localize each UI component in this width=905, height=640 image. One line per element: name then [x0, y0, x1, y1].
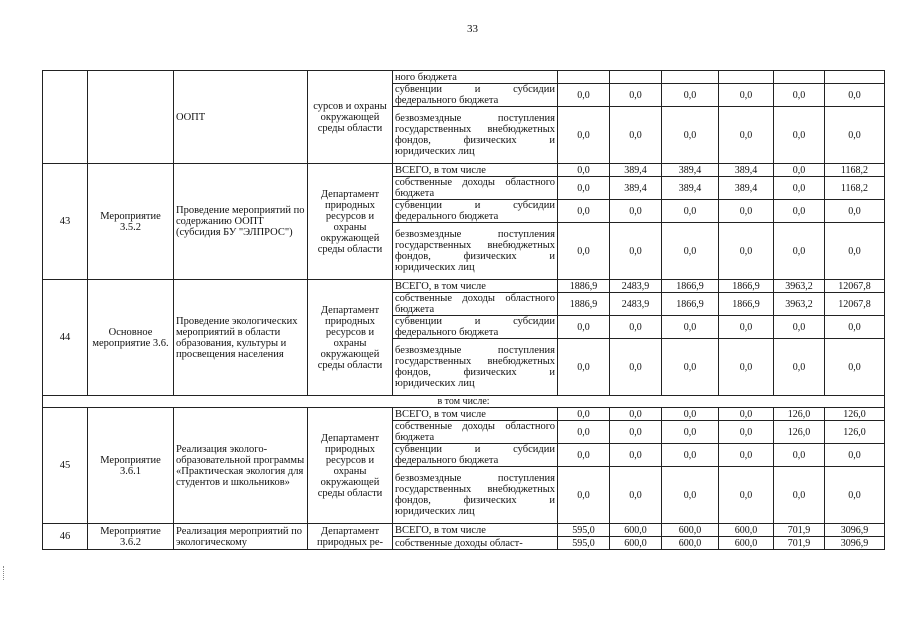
value-cell: 0,0	[774, 84, 825, 107]
value-cell: 600,0	[610, 537, 662, 550]
table-row	[43, 408, 885, 421]
value-cell: 0,0	[774, 316, 825, 339]
value-cell: 0,0	[719, 316, 774, 339]
funding-source: субвенции и субсидии федерального бюджета	[393, 316, 558, 339]
event-name: Проведение мероприятий по содержанию ООПТ (субсидия БУ "ЭЛПРОС")	[174, 164, 308, 280]
value-cell: 126,0	[825, 421, 885, 444]
value-cell: 0,0	[662, 84, 719, 107]
row-number: 44	[43, 280, 88, 396]
funding-source: собственные доходы областного бюджета	[393, 177, 558, 200]
value-cell: 0,0	[774, 339, 825, 396]
value-cell: 0,0	[825, 107, 885, 164]
executor: Департамент природных ресурсов и охраны окружающей среды области	[308, 280, 393, 396]
value-cell: 2483,9	[610, 280, 662, 293]
value-cell: 0,0	[774, 200, 825, 223]
value-cell: 1168,2	[825, 177, 885, 200]
value-cell: 0,0	[558, 107, 610, 164]
value-cell: 0,0	[774, 164, 825, 177]
value-cell: 0,0	[825, 84, 885, 107]
value-cell: 0,0	[719, 467, 774, 524]
value-cell	[662, 71, 719, 84]
budget-table	[42, 70, 885, 550]
value-cell: 0,0	[610, 200, 662, 223]
funding-source: ВСЕГО, в том числе	[393, 164, 558, 177]
funding-source: субвенции и субсидии федерального бюджета	[393, 444, 558, 467]
value-cell: 0,0	[610, 84, 662, 107]
value-cell: 595,0	[558, 537, 610, 550]
row-number: 43	[43, 164, 88, 280]
value-cell: 0,0	[825, 223, 885, 280]
value-cell: 0,0	[610, 444, 662, 467]
value-cell: 0,0	[825, 200, 885, 223]
event-type: Основное мероприятие 3.6.	[88, 280, 174, 396]
value-cell: 0,0	[774, 444, 825, 467]
funding-source: ВСЕГО, в том числе	[393, 524, 558, 537]
value-cell: 126,0	[774, 408, 825, 421]
value-cell: 0,0	[774, 467, 825, 524]
value-cell: 0,0	[774, 223, 825, 280]
value-cell: 12067,8	[825, 280, 885, 293]
event-name: ООПТ	[174, 71, 308, 164]
in-that-number-label: в том числе:	[43, 396, 885, 408]
funding-source: собственные доходы областного бюджета	[393, 293, 558, 316]
value-cell: 0,0	[719, 339, 774, 396]
value-cell	[610, 71, 662, 84]
event-type: Мероприятие 3.5.2	[88, 164, 174, 280]
executor: сурсов и охраны окружающей среды области	[308, 71, 393, 164]
value-cell: 0,0	[719, 107, 774, 164]
value-cell: 0,0	[774, 107, 825, 164]
value-cell: 0,0	[610, 339, 662, 396]
table-row	[43, 71, 885, 84]
value-cell: 389,4	[719, 164, 774, 177]
value-cell: 0,0	[610, 107, 662, 164]
value-cell: 0,0	[662, 467, 719, 524]
value-cell: 0,0	[719, 408, 774, 421]
funding-source: ВСЕГО, в том числе	[393, 408, 558, 421]
funding-source: безвозмездные поступления государственных внебюджетных фондов, физических и юридических лиц	[393, 467, 558, 524]
value-cell: 0,0	[610, 421, 662, 444]
value-cell: 1866,9	[662, 280, 719, 293]
value-cell	[719, 71, 774, 84]
value-cell: 0,0	[558, 339, 610, 396]
funding-source: ного бюджета	[393, 71, 558, 84]
executor: Департамент природных ресурсов и охраны окружающей среды области	[308, 164, 393, 280]
value-cell: 701,9	[774, 524, 825, 537]
value-cell: 1866,9	[719, 293, 774, 316]
value-cell: 0,0	[719, 444, 774, 467]
value-cell: 0,0	[558, 421, 610, 444]
value-cell: 600,0	[719, 524, 774, 537]
event-name: Реализация мероприятий по экологическому	[174, 524, 308, 550]
table-row	[43, 164, 885, 177]
row-number: 46	[43, 524, 88, 550]
value-cell: 701,9	[774, 537, 825, 550]
funding-source: собственные доходы областного бюджета	[393, 421, 558, 444]
value-cell: 0,0	[558, 200, 610, 223]
value-cell: 0,0	[719, 84, 774, 107]
funding-source: безвозмездные поступления государственных внебюджетных фондов, физических и юридических лиц	[393, 339, 558, 396]
value-cell: 0,0	[610, 467, 662, 524]
value-cell	[558, 71, 610, 84]
funding-source: безвозмездные поступления государственных внебюджетных фондов, физических и юридических лиц	[393, 107, 558, 164]
event-type: Мероприятие 3.6.1	[88, 408, 174, 524]
value-cell: 0,0	[558, 467, 610, 524]
value-cell	[774, 71, 825, 84]
value-cell: 0,0	[662, 223, 719, 280]
funding-source: ВСЕГО, в том числе	[393, 280, 558, 293]
value-cell: 0,0	[558, 408, 610, 421]
funding-source: безвозмездные поступления государственных внебюджетных фондов, физических и юридических лиц	[393, 223, 558, 280]
value-cell: 600,0	[662, 524, 719, 537]
funding-source: субвенции и субсидии федерального бюджета	[393, 200, 558, 223]
value-cell: 0,0	[774, 177, 825, 200]
value-cell: 389,4	[662, 164, 719, 177]
row-number: 45	[43, 408, 88, 524]
value-cell: 1886,9	[558, 293, 610, 316]
executor: Департамент природных ре-	[308, 524, 393, 550]
value-cell: 1168,2	[825, 164, 885, 177]
value-cell: 0,0	[610, 408, 662, 421]
value-cell: 595,0	[558, 524, 610, 537]
value-cell: 600,0	[610, 524, 662, 537]
value-cell: 0,0	[825, 467, 885, 524]
funding-source: собственные доходы област-	[393, 537, 558, 550]
value-cell: 0,0	[825, 444, 885, 467]
row-number	[43, 71, 88, 164]
value-cell: 0,0	[662, 316, 719, 339]
value-cell: 0,0	[558, 316, 610, 339]
value-cell: 0,0	[662, 444, 719, 467]
event-name: Проведение экологических мероприятий в области образования, культуры и просвещения населения	[174, 280, 308, 396]
value-cell: 0,0	[825, 339, 885, 396]
value-cell: 126,0	[774, 421, 825, 444]
value-cell: 2483,9	[610, 293, 662, 316]
value-cell: 0,0	[558, 84, 610, 107]
value-cell: 389,4	[662, 177, 719, 200]
value-cell: 389,4	[610, 164, 662, 177]
page-number: 33	[467, 23, 478, 35]
executor: Департамент природных ресурсов и охраны окружающей среды области	[308, 408, 393, 524]
value-cell: 0,0	[558, 444, 610, 467]
value-cell: 0,0	[662, 107, 719, 164]
funding-source: субвенции и субсидии федерального бюджета	[393, 84, 558, 107]
value-cell: 0,0	[719, 200, 774, 223]
event-name: Реализация эколого-образовательной программы «Практическая экология для студентов и школьников»	[174, 408, 308, 524]
value-cell: 0,0	[825, 316, 885, 339]
value-cell: 3963,2	[774, 280, 825, 293]
event-type: Мероприятие 3.6.2	[88, 524, 174, 550]
value-cell: 389,4	[610, 177, 662, 200]
value-cell: 12067,8	[825, 293, 885, 316]
value-cell: 1886,9	[558, 280, 610, 293]
subtotal-separator-row	[43, 396, 885, 408]
value-cell: 126,0	[825, 408, 885, 421]
scan-edge-mark	[3, 566, 5, 580]
value-cell: 0,0	[662, 421, 719, 444]
value-cell: 389,4	[719, 177, 774, 200]
value-cell: 3096,9	[825, 524, 885, 537]
table-row	[43, 280, 885, 293]
value-cell: 0,0	[719, 223, 774, 280]
value-cell: 0,0	[610, 316, 662, 339]
value-cell: 0,0	[610, 223, 662, 280]
value-cell: 1866,9	[719, 280, 774, 293]
event-type	[88, 71, 174, 164]
value-cell: 0,0	[662, 408, 719, 421]
value-cell: 0,0	[558, 223, 610, 280]
value-cell	[825, 71, 885, 84]
value-cell: 0,0	[662, 200, 719, 223]
value-cell: 600,0	[719, 537, 774, 550]
value-cell: 0,0	[558, 177, 610, 200]
value-cell: 0,0	[662, 339, 719, 396]
value-cell: 600,0	[662, 537, 719, 550]
value-cell: 0,0	[558, 164, 610, 177]
value-cell: 1866,9	[662, 293, 719, 316]
value-cell: 3096,9	[825, 537, 885, 550]
table-row	[43, 524, 885, 537]
value-cell: 0,0	[719, 421, 774, 444]
value-cell: 3963,2	[774, 293, 825, 316]
